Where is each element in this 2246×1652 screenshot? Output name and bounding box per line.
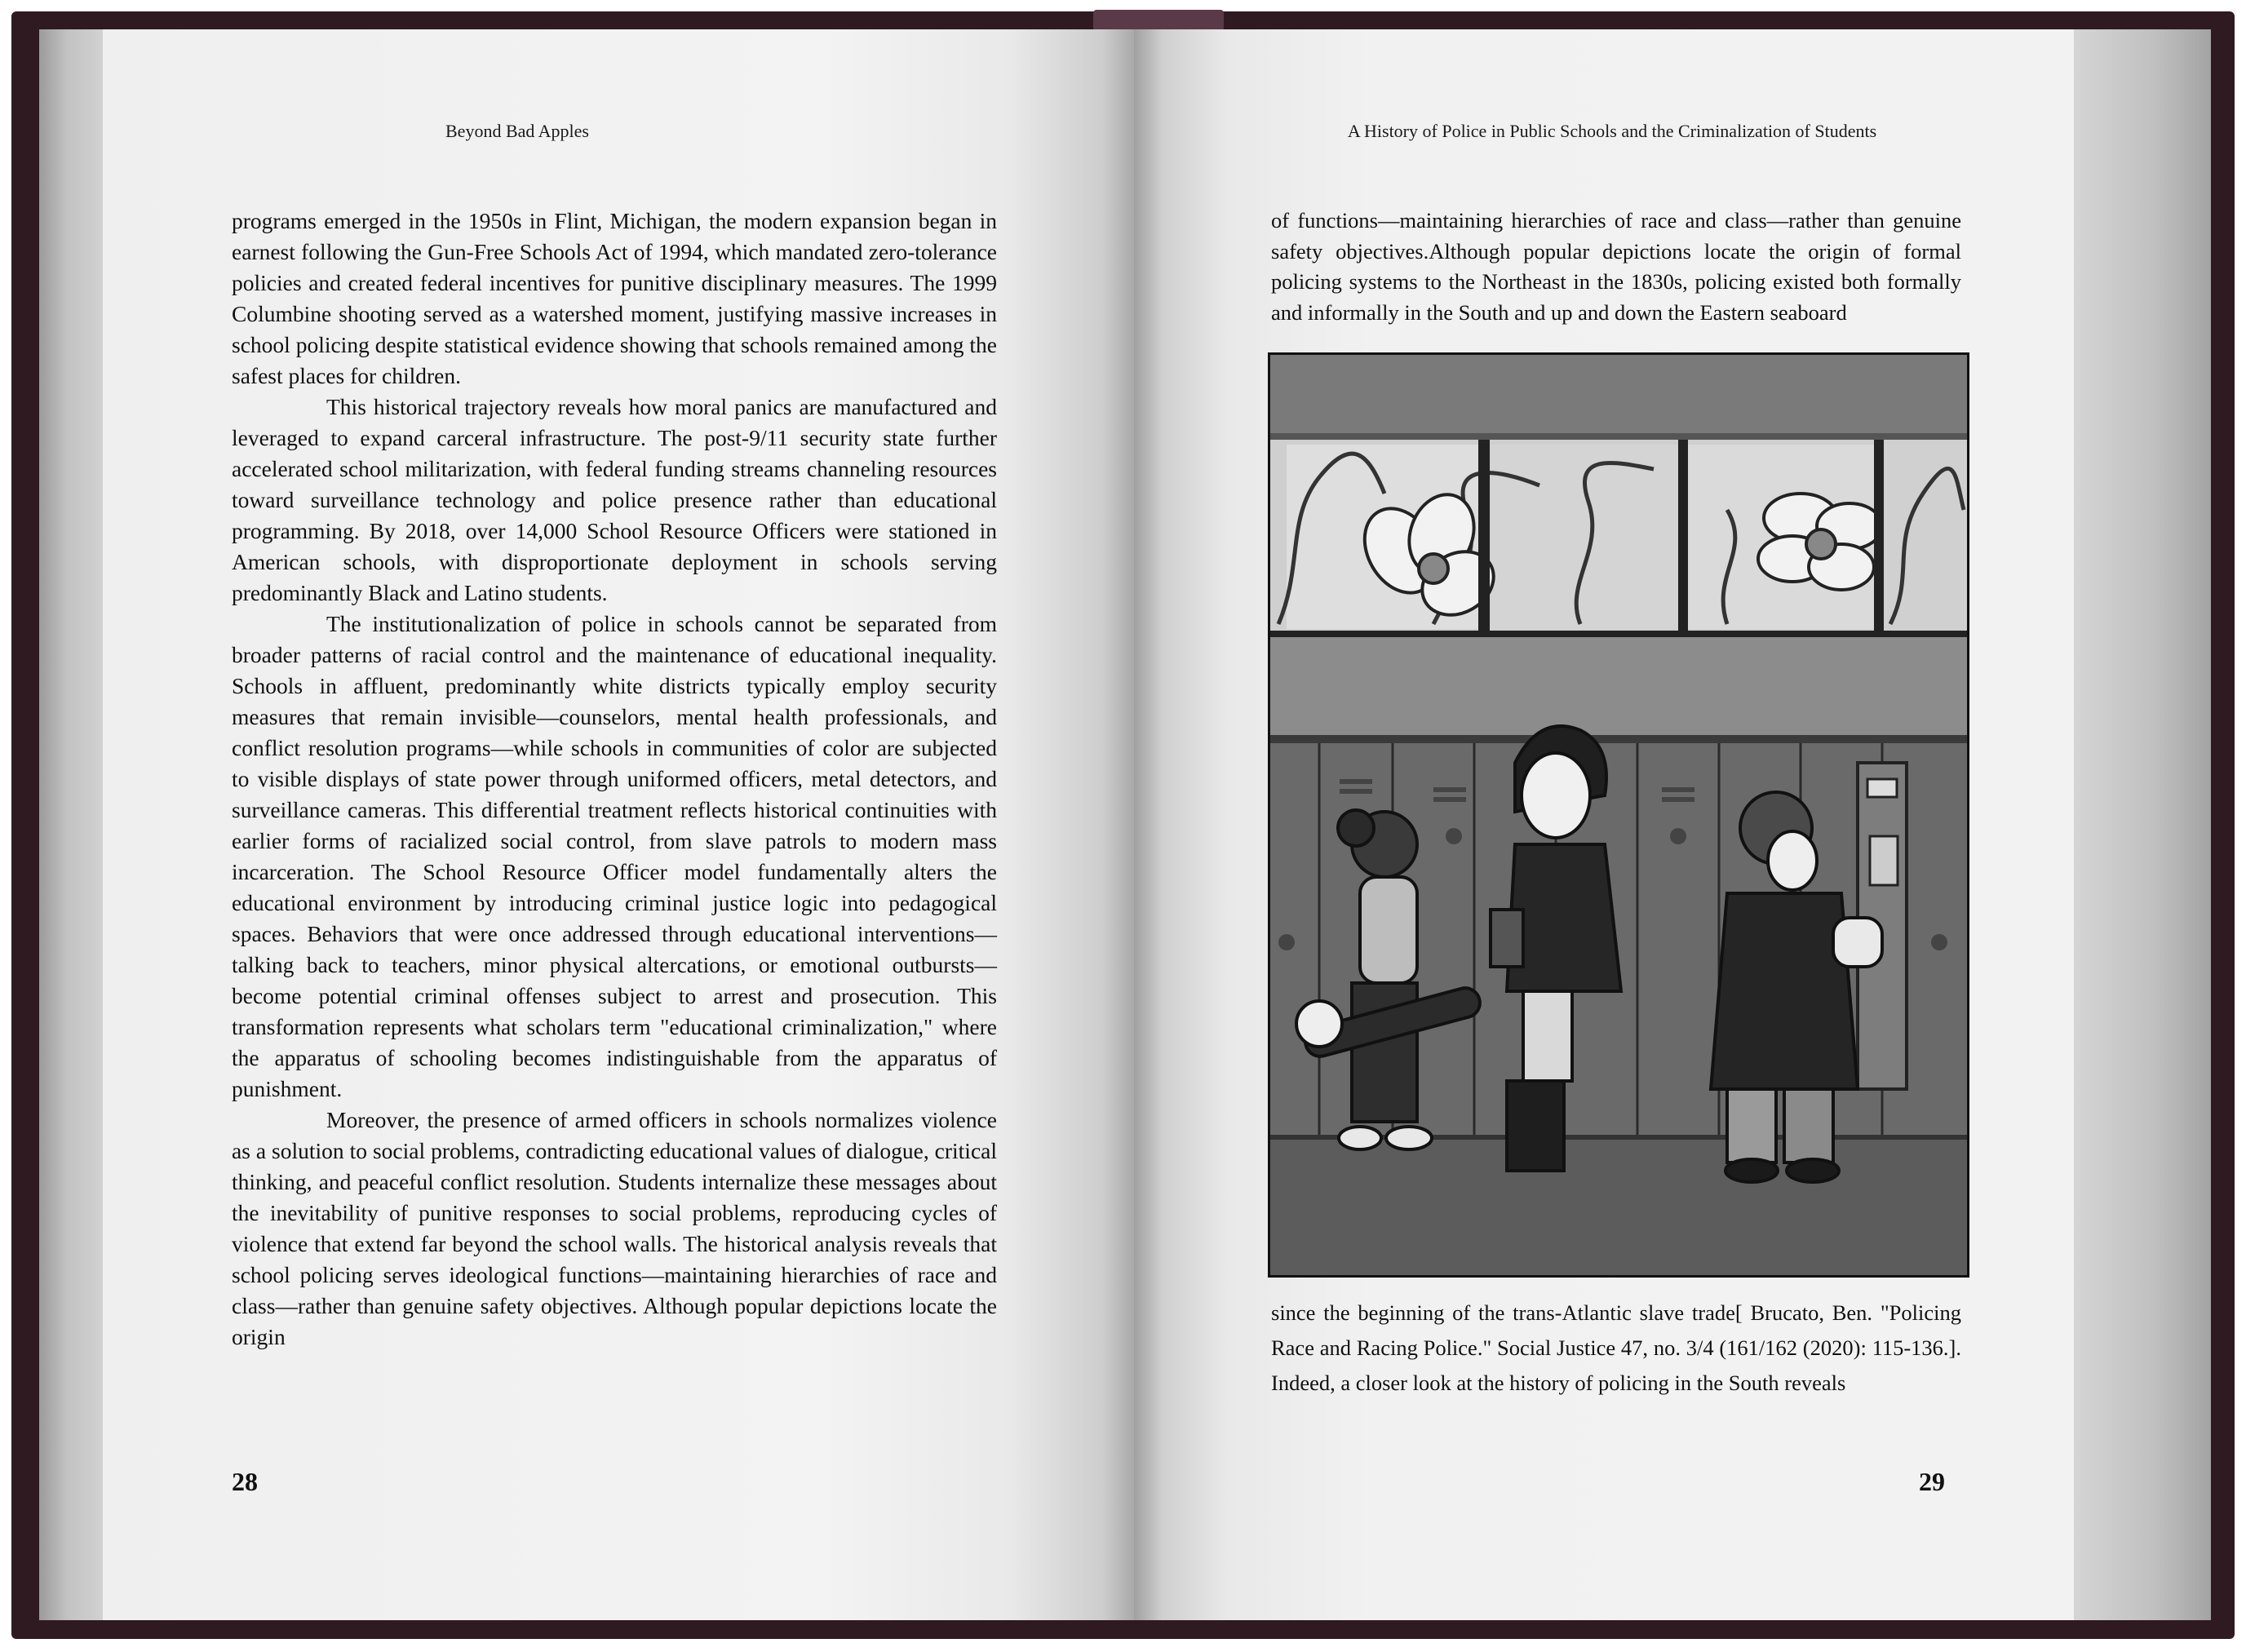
running-head-right: A History of Police in Public Schools and the Criminalization of Students: [1347, 121, 1877, 141]
left-page-body: [232, 206, 997, 1353]
right-page: [1134, 29, 2074, 1620]
paragraph: The institutionalization of police in schools cannot be separated from broader patterns of racial control and the maintenance of educational inequality. Schools in affluent, predominantly white districts typically employ security measures that remain invisible—counselors, mental health professionals, and conflict resolution programs—while schools in communities of color are subjected to visible displays of state power through uniformed officers, metal detectors, and surveillance cameras. This differential treatment reflects historical continuities with earlier forms of racialized social control, from slave patrols to modern mass incarceration. The School Resource Officer model fundamentally alters the educational environment by introducing criminal justice logic into pedagogical spaces. Behaviors that were once addressed through educational interventions—talking back to teachers, minor physical altercations, or emotional outbursts—become potential criminal offenses subject to arrest and prosecution. This transformation represents what scholars term "educational criminalization," where the apparatus of schooling becomes indistinguishable from the apparatus of punishment.: [232, 611, 997, 1101]
paragraph: of functions—maintaining hierarchies of race and class—rather than genuine safety objectives.Although popular depictions locate the origin of formal policing systems to the Northeast in the 1830s, policing existed both formally and informally in the South and up and down the Eastern seaboard: [1271, 208, 1961, 325]
book-spine-top: [1093, 10, 1224, 31]
left-page: [103, 29, 1134, 1620]
school-hallway-illustration: [1268, 352, 1969, 1278]
paragraph: Moreover, the presence of armed officers in schools normalizes violence as a solution to social problems, contradicting educational values of dialogue, critical thinking, and peaceful conflict resolution. Students internalize these messages about the inevitability of punitive responses to social problems, reproducing cycles of violence that extend far beyond the school walls. The historical analysis reveals that school policing serves ideological functions—maintaining hierarchies of race and class—rather than genuine safety objectives. Although popular depictions locate the origin: [232, 1107, 997, 1349]
right-page-body-top: [1271, 206, 1961, 328]
page-stack-right: [2069, 29, 2211, 1620]
illustration-canvas: [1270, 355, 1967, 1275]
paragraph: since the beginning of the trans-Atlantic slave trade[ Brucato, Ben. "Policing Race and Racing Police." Social Justice 47, no. 3/4 (161/162 (2020): 115-136.]. Indeed, a closer look at the history of policing in the South reveals: [1271, 1300, 1961, 1395]
page-number-left: 28: [232, 1467, 258, 1496]
right-page-body-bottom: [1271, 1295, 1961, 1401]
running-head-left: Beyond Bad Apples: [445, 121, 589, 141]
paragraph: This historical trajectory reveals how moral panics are manufactured and leveraged to expand carceral infrastructure. The post-9/11 security state further accelerated school militarization, with federal funding streams channeling resources toward surveillance technology and police presence rather than educational programming. By 2018, over 14,000 School Resource Officers were stationed in American schools, with disproportionate deployment in schools serving predominantly Black and Latino students.: [232, 394, 997, 605]
page-stack-left: [39, 29, 109, 1620]
paragraph: programs emerged in the 1950s in Flint, Michigan, the modern expansion began in earnest following the Gun-Free Schools Act of 1994, which mandated zero-tolerance policies and created federal incentives for punitive disciplinary measures. The 1999 Columbine shooting served as a watershed moment, justifying massive increases in school policing despite statistical evidence showing that schools remained among the safest places for children.: [232, 208, 997, 388]
window-band: [1270, 440, 1967, 637]
page-number-right: 29: [1919, 1467, 1945, 1496]
